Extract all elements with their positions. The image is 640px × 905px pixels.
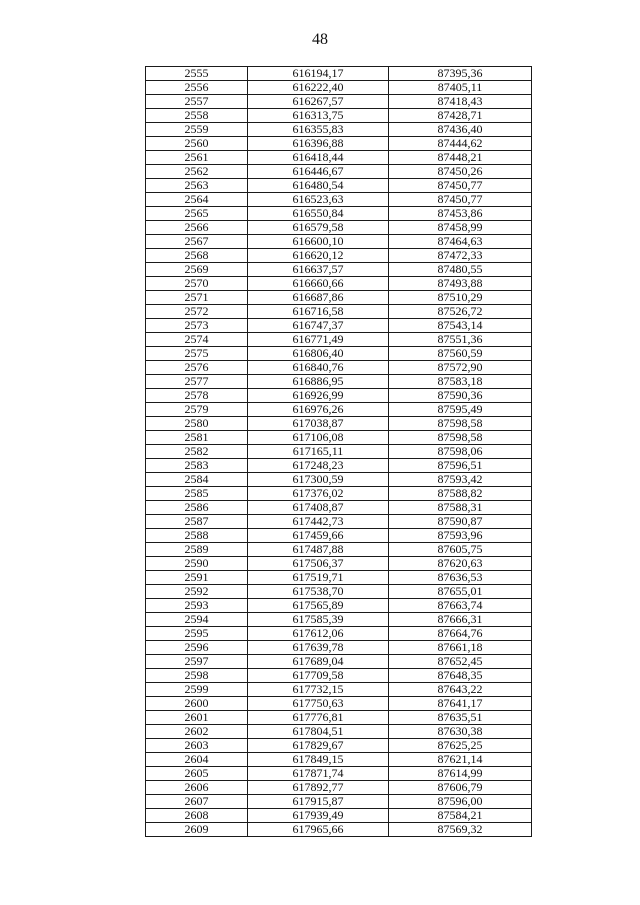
x-coordinate-cell: 617965,66 xyxy=(248,823,389,837)
point-number-cell: 2555 xyxy=(146,67,248,81)
x-coordinate-cell: 617506,37 xyxy=(248,557,389,571)
x-coordinate-cell: 617538,70 xyxy=(248,585,389,599)
point-number-cell: 2605 xyxy=(146,767,248,781)
y-coordinate-cell: 87605,75 xyxy=(389,543,532,557)
point-number-cell: 2601 xyxy=(146,711,248,725)
table-row xyxy=(146,95,532,109)
point-number-cell: 2578 xyxy=(146,389,248,403)
point-number-cell: 2592 xyxy=(146,585,248,599)
x-coordinate-cell: 616579,58 xyxy=(248,221,389,235)
x-coordinate-cell: 616976,26 xyxy=(248,403,389,417)
table-row xyxy=(146,571,532,585)
table-row xyxy=(146,179,532,193)
y-coordinate-cell: 87405,11 xyxy=(389,81,532,95)
point-number-cell: 2560 xyxy=(146,137,248,151)
y-coordinate-cell: 87593,42 xyxy=(389,473,532,487)
point-number-cell: 2598 xyxy=(146,669,248,683)
point-number-cell: 2577 xyxy=(146,375,248,389)
x-coordinate-cell: 617915,87 xyxy=(248,795,389,809)
x-coordinate-cell: 616840,76 xyxy=(248,361,389,375)
point-number-cell: 2567 xyxy=(146,235,248,249)
x-coordinate-cell: 617459,66 xyxy=(248,529,389,543)
point-number-cell: 2565 xyxy=(146,207,248,221)
x-coordinate-cell: 616716,58 xyxy=(248,305,389,319)
table-row xyxy=(146,641,532,655)
y-coordinate-cell: 87569,32 xyxy=(389,823,532,837)
point-number-cell: 2594 xyxy=(146,613,248,627)
x-coordinate-cell: 616396,88 xyxy=(248,137,389,151)
table-row xyxy=(146,305,532,319)
table-row xyxy=(146,669,532,683)
table-row xyxy=(146,473,532,487)
table-row xyxy=(146,711,532,725)
y-coordinate-cell: 87583,18 xyxy=(389,375,532,389)
y-coordinate-cell: 87436,40 xyxy=(389,123,532,137)
table-row xyxy=(146,557,532,571)
point-number-cell: 2603 xyxy=(146,739,248,753)
y-coordinate-cell: 87418,43 xyxy=(389,95,532,109)
point-number-cell: 2559 xyxy=(146,123,248,137)
y-coordinate-cell: 87595,49 xyxy=(389,403,532,417)
y-coordinate-cell: 87464,63 xyxy=(389,235,532,249)
point-number-cell: 2597 xyxy=(146,655,248,669)
point-number-cell: 2568 xyxy=(146,249,248,263)
table-row xyxy=(146,459,532,473)
y-coordinate-cell: 87590,36 xyxy=(389,389,532,403)
y-coordinate-cell: 87625,25 xyxy=(389,739,532,753)
table-row xyxy=(146,263,532,277)
x-coordinate-cell: 617408,87 xyxy=(248,501,389,515)
table-row xyxy=(146,683,532,697)
x-coordinate-cell: 617565,89 xyxy=(248,599,389,613)
table-row xyxy=(146,585,532,599)
table-row xyxy=(146,627,532,641)
y-coordinate-cell: 87493,88 xyxy=(389,277,532,291)
table-row xyxy=(146,375,532,389)
y-coordinate-cell: 87395,36 xyxy=(389,67,532,81)
point-number-cell: 2599 xyxy=(146,683,248,697)
x-coordinate-cell: 616637,57 xyxy=(248,263,389,277)
table-row xyxy=(146,543,532,557)
x-coordinate-cell: 616806,40 xyxy=(248,347,389,361)
table-row xyxy=(146,753,532,767)
y-coordinate-cell: 87598,06 xyxy=(389,445,532,459)
y-coordinate-cell: 87458,99 xyxy=(389,221,532,235)
table-row xyxy=(146,655,532,669)
table-row xyxy=(146,781,532,795)
point-number-cell: 2607 xyxy=(146,795,248,809)
y-coordinate-cell: 87572,90 xyxy=(389,361,532,375)
y-coordinate-cell: 87480,55 xyxy=(389,263,532,277)
y-coordinate-cell: 87643,22 xyxy=(389,683,532,697)
y-coordinate-cell: 87448,21 xyxy=(389,151,532,165)
x-coordinate-cell: 616480,54 xyxy=(248,179,389,193)
x-coordinate-cell: 617732,15 xyxy=(248,683,389,697)
y-coordinate-cell: 87598,58 xyxy=(389,431,532,445)
table-row xyxy=(146,795,532,809)
y-coordinate-cell: 87598,58 xyxy=(389,417,532,431)
y-coordinate-cell: 87450,77 xyxy=(389,179,532,193)
y-coordinate-cell: 87588,31 xyxy=(389,501,532,515)
x-coordinate-cell: 616886,95 xyxy=(248,375,389,389)
y-coordinate-cell: 87510,29 xyxy=(389,291,532,305)
y-coordinate-cell: 87663,74 xyxy=(389,599,532,613)
y-coordinate-cell: 87593,96 xyxy=(389,529,532,543)
y-coordinate-cell: 87621,14 xyxy=(389,753,532,767)
y-coordinate-cell: 87664,76 xyxy=(389,627,532,641)
point-number-cell: 2588 xyxy=(146,529,248,543)
y-coordinate-cell: 87588,82 xyxy=(389,487,532,501)
table-row xyxy=(146,529,532,543)
x-coordinate-cell: 616523,63 xyxy=(248,193,389,207)
table-row xyxy=(146,333,532,347)
x-coordinate-cell: 617487,88 xyxy=(248,543,389,557)
table-row xyxy=(146,389,532,403)
x-coordinate-cell: 617442,73 xyxy=(248,515,389,529)
table-row xyxy=(146,487,532,501)
y-coordinate-cell: 87453,86 xyxy=(389,207,532,221)
y-coordinate-cell: 87526,72 xyxy=(389,305,532,319)
table-row xyxy=(146,319,532,333)
x-coordinate-cell: 617849,15 xyxy=(248,753,389,767)
y-coordinate-cell: 87606,79 xyxy=(389,781,532,795)
y-coordinate-cell: 87551,36 xyxy=(389,333,532,347)
table-row xyxy=(146,277,532,291)
x-coordinate-cell: 617689,04 xyxy=(248,655,389,669)
x-coordinate-cell: 616771,49 xyxy=(248,333,389,347)
y-coordinate-cell: 87655,01 xyxy=(389,585,532,599)
x-coordinate-cell: 616418,44 xyxy=(248,151,389,165)
y-coordinate-cell: 87630,38 xyxy=(389,725,532,739)
x-coordinate-cell: 617871,74 xyxy=(248,767,389,781)
point-number-cell: 2586 xyxy=(146,501,248,515)
x-coordinate-cell: 617829,67 xyxy=(248,739,389,753)
table-row xyxy=(146,403,532,417)
table-row xyxy=(146,165,532,179)
point-number-cell: 2608 xyxy=(146,809,248,823)
y-coordinate-cell: 87450,26 xyxy=(389,165,532,179)
y-coordinate-cell: 87641,17 xyxy=(389,697,532,711)
point-number-cell: 2566 xyxy=(146,221,248,235)
point-number-cell: 2575 xyxy=(146,347,248,361)
table-row xyxy=(146,767,532,781)
point-number-cell: 2582 xyxy=(146,445,248,459)
x-coordinate-cell: 617804,51 xyxy=(248,725,389,739)
point-number-cell: 2593 xyxy=(146,599,248,613)
point-number-cell: 2561 xyxy=(146,151,248,165)
y-coordinate-cell: 87614,99 xyxy=(389,767,532,781)
x-coordinate-cell: 616550,84 xyxy=(248,207,389,221)
point-number-cell: 2571 xyxy=(146,291,248,305)
point-number-cell: 2590 xyxy=(146,557,248,571)
x-coordinate-cell: 617106,08 xyxy=(248,431,389,445)
table-row xyxy=(146,599,532,613)
table-row xyxy=(146,81,532,95)
x-coordinate-cell: 617612,06 xyxy=(248,627,389,641)
table-row xyxy=(146,697,532,711)
x-coordinate-cell: 617376,02 xyxy=(248,487,389,501)
x-coordinate-cell: 617038,87 xyxy=(248,417,389,431)
point-number-cell: 2579 xyxy=(146,403,248,417)
x-coordinate-cell: 616620,12 xyxy=(248,249,389,263)
x-coordinate-cell: 617519,71 xyxy=(248,571,389,585)
point-number-cell: 2569 xyxy=(146,263,248,277)
x-coordinate-cell: 616660,66 xyxy=(248,277,389,291)
point-number-cell: 2563 xyxy=(146,179,248,193)
table-row xyxy=(146,67,532,81)
x-coordinate-cell: 616687,86 xyxy=(248,291,389,305)
table-row xyxy=(146,291,532,305)
table-row xyxy=(146,347,532,361)
point-number-cell: 2587 xyxy=(146,515,248,529)
point-number-cell: 2570 xyxy=(146,277,248,291)
table-row xyxy=(146,809,532,823)
point-number-cell: 2595 xyxy=(146,627,248,641)
x-coordinate-cell: 616355,83 xyxy=(248,123,389,137)
y-coordinate-cell: 87661,18 xyxy=(389,641,532,655)
table-row xyxy=(146,109,532,123)
point-number-cell: 2604 xyxy=(146,753,248,767)
table-row xyxy=(146,725,532,739)
x-coordinate-cell: 616313,75 xyxy=(248,109,389,123)
x-coordinate-cell: 617248,23 xyxy=(248,459,389,473)
y-coordinate-cell: 87666,31 xyxy=(389,613,532,627)
point-number-cell: 2581 xyxy=(146,431,248,445)
coordinates-table-body xyxy=(146,67,532,837)
point-number-cell: 2557 xyxy=(146,95,248,109)
point-number-cell: 2558 xyxy=(146,109,248,123)
point-number-cell: 2600 xyxy=(146,697,248,711)
y-coordinate-cell: 87590,87 xyxy=(389,515,532,529)
page-number: 48 xyxy=(312,31,328,48)
point-number-cell: 2583 xyxy=(146,459,248,473)
y-coordinate-cell: 87620,63 xyxy=(389,557,532,571)
point-number-cell: 2580 xyxy=(146,417,248,431)
y-coordinate-cell: 87635,51 xyxy=(389,711,532,725)
y-coordinate-cell: 87648,35 xyxy=(389,669,532,683)
table-row xyxy=(146,207,532,221)
x-coordinate-cell: 617939,49 xyxy=(248,809,389,823)
coordinates-table-container xyxy=(145,66,531,837)
x-coordinate-cell: 617892,77 xyxy=(248,781,389,795)
x-coordinate-cell: 617300,59 xyxy=(248,473,389,487)
x-coordinate-cell: 616747,37 xyxy=(248,319,389,333)
table-row xyxy=(146,739,532,753)
y-coordinate-cell: 87543,14 xyxy=(389,319,532,333)
y-coordinate-cell: 87596,51 xyxy=(389,459,532,473)
x-coordinate-cell: 617776,81 xyxy=(248,711,389,725)
table-row xyxy=(146,151,532,165)
point-number-cell: 2609 xyxy=(146,823,248,837)
point-number-cell: 2564 xyxy=(146,193,248,207)
x-coordinate-cell: 617709,58 xyxy=(248,669,389,683)
x-coordinate-cell: 617585,39 xyxy=(248,613,389,627)
point-number-cell: 2572 xyxy=(146,305,248,319)
y-coordinate-cell: 87450,77 xyxy=(389,193,532,207)
table-row xyxy=(146,123,532,137)
y-coordinate-cell: 87560,59 xyxy=(389,347,532,361)
table-row xyxy=(146,249,532,263)
table-row xyxy=(146,515,532,529)
point-number-cell: 2574 xyxy=(146,333,248,347)
table-row xyxy=(146,613,532,627)
table-row xyxy=(146,417,532,431)
x-coordinate-cell: 617750,63 xyxy=(248,697,389,711)
point-number-cell: 2606 xyxy=(146,781,248,795)
point-number-cell: 2556 xyxy=(146,81,248,95)
table-row xyxy=(146,221,532,235)
y-coordinate-cell: 87444,62 xyxy=(389,137,532,151)
y-coordinate-cell: 87636,53 xyxy=(389,571,532,585)
x-coordinate-cell: 617165,11 xyxy=(248,445,389,459)
point-number-cell: 2562 xyxy=(146,165,248,179)
point-number-cell: 2589 xyxy=(146,543,248,557)
point-number-cell: 2585 xyxy=(146,487,248,501)
point-number-cell: 2591 xyxy=(146,571,248,585)
table-row xyxy=(146,361,532,375)
point-number-cell: 2602 xyxy=(146,725,248,739)
x-coordinate-cell: 616267,57 xyxy=(248,95,389,109)
table-row xyxy=(146,445,532,459)
x-coordinate-cell: 616446,67 xyxy=(248,165,389,179)
x-coordinate-cell: 616222,40 xyxy=(248,81,389,95)
table-row xyxy=(146,501,532,515)
y-coordinate-cell: 87428,71 xyxy=(389,109,532,123)
y-coordinate-cell: 87472,33 xyxy=(389,249,532,263)
x-coordinate-cell: 616926,99 xyxy=(248,389,389,403)
y-coordinate-cell: 87652,45 xyxy=(389,655,532,669)
point-number-cell: 2584 xyxy=(146,473,248,487)
point-number-cell: 2596 xyxy=(146,641,248,655)
table-row xyxy=(146,137,532,151)
table-row xyxy=(146,235,532,249)
coordinates-table xyxy=(145,66,532,837)
y-coordinate-cell: 87584,21 xyxy=(389,809,532,823)
table-row xyxy=(146,431,532,445)
point-number-cell: 2573 xyxy=(146,319,248,333)
table-row xyxy=(146,823,532,837)
x-coordinate-cell: 616194,17 xyxy=(248,67,389,81)
point-number-cell: 2576 xyxy=(146,361,248,375)
x-coordinate-cell: 616600,10 xyxy=(248,235,389,249)
x-coordinate-cell: 617639,78 xyxy=(248,641,389,655)
y-coordinate-cell: 87596,00 xyxy=(389,795,532,809)
table-row xyxy=(146,193,532,207)
